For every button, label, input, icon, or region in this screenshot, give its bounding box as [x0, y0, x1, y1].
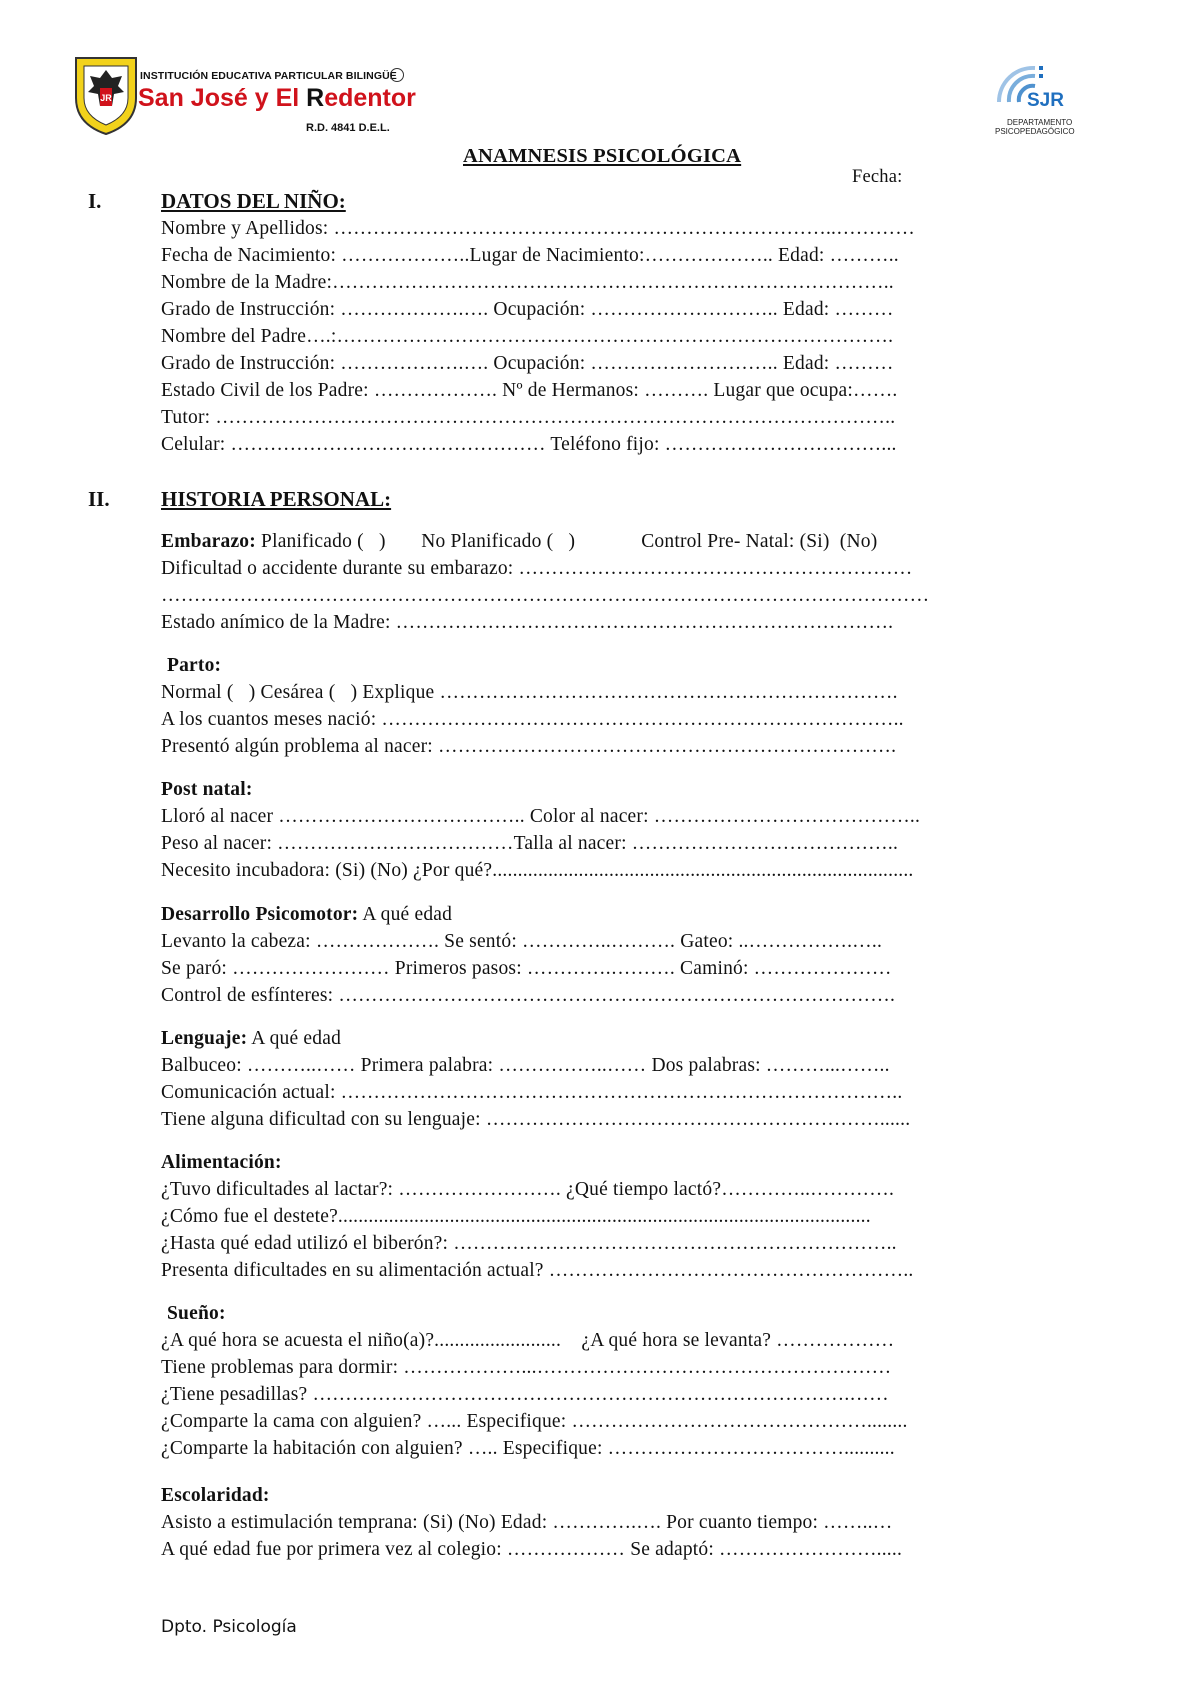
- department-line-1: DEPARTAMENTO: [1007, 118, 1073, 127]
- footer-department: Dpto. Psicología: [161, 1617, 297, 1637]
- escolaridad-label: Escolaridad:: [161, 1485, 270, 1506]
- lenguaje-subtitle: A qué edad: [247, 1028, 342, 1049]
- registered-mark-icon: [390, 68, 404, 82]
- field-dificultad-embarazo-cont: ………………………………………………………………………………………………………: [161, 585, 930, 606]
- resolution-number: R.D. 4841 D.E.L.: [306, 122, 390, 134]
- school-logo: [72, 54, 432, 144]
- field-nombre-padre: Nombre del Padre….:………………………………………………………………………….: [161, 326, 894, 347]
- school-name: [138, 84, 416, 113]
- field-estado-civil: Estado Civil de los Padre: ………………. Nº de Hermanos: ………. Lugar que ocupa:…….: [161, 380, 898, 401]
- school-name-part-a: San José y El: [138, 84, 307, 112]
- field-problemas-dormir: Tiene problemas para dormir: ………………...………………………………………………: [161, 1357, 892, 1378]
- field-incubadora: Necesito incubadora: (Si) (No) ¿Por qué?...................................................................................: [161, 860, 914, 881]
- field-grado-madre: Grado de Instrucción: ……………….…. Ocupación: ……………………….. Edad: ………: [161, 299, 894, 320]
- field-comparte-habitacion: ¿Comparte la habitación con alguien? ….. Especifique: ………………………………..........: [161, 1438, 895, 1459]
- field-alimentacion-actual: Presenta dificultades en su alimentación actual? ………………………………………………..: [161, 1260, 914, 1281]
- section-2-number: II.: [88, 487, 110, 511]
- field-peso-nacer: Peso al nacer: ………………………………Talla al nacer: …………………………………..: [161, 833, 899, 854]
- field-nombre-apellidos: Nombre y Apellidos: …………………………………………………………………..…………: [161, 218, 915, 239]
- field-biberon: ¿Hasta qué edad utilizó el biberón?: …………………………………………………………..: [161, 1233, 897, 1254]
- field-destete: ¿Cómo fue el destete?.........................................................................................................: [161, 1206, 871, 1227]
- svg-text:JR: JR: [100, 93, 112, 103]
- field-estado-animico: Estado anímico de la Madre: ………………………………………………………………….: [161, 612, 894, 633]
- page-title: ANAMNESIS PSICOLÓGICA: [463, 145, 742, 167]
- postnatal-label: Post natal:: [161, 779, 253, 800]
- field-edad-colegio: A qué edad fue por primera vez al colegio: ……………… Se adaptó: …………………….....: [161, 1539, 903, 1560]
- lenguaje-label: Lenguaje:: [161, 1028, 248, 1049]
- alimentacion-label: Alimentación:: [161, 1152, 282, 1173]
- field-problema-nacer: Presentó algún problema al nacer: …………………………………………………………….: [161, 736, 897, 757]
- embarazo-label: Embarazo:: [161, 531, 256, 552]
- field-lloro-nacer: Lloró al nacer ……………………………….. Color al nacer: …………………………………..: [161, 806, 921, 827]
- field-fecha-nacimiento: Fecha de Nacimiento: ………………..Lugar de Nacimiento:……………….. Edad: ………..: [161, 245, 899, 266]
- field-hora-acuesta: ¿A qué hora se acuesta el niño(a)?......................... ¿A qué hora se levanta? ………………: [161, 1330, 895, 1351]
- field-dificultad-lenguaje: Tiene alguna dificultad con su lenguaje: ……………………………………………………......: [161, 1109, 911, 1130]
- fecha-label: Fecha:: [852, 167, 903, 187]
- field-estimulacion-temprana: Asisto a estimulación temprana: (Si) (No) Edad: ………….…. Por cuanto tiempo: ……..…: [161, 1512, 893, 1533]
- field-dificultad-lactar: ¿Tuvo dificultades al lactar?: ……………………. ¿Qué tiempo lactó?…………..………….: [161, 1179, 895, 1200]
- embarazo-options: Planificado ( ) No Planificado ( ) Control Pre- Natal: (Si) (No): [255, 531, 878, 552]
- lenguaje-row: [161, 1028, 341, 1050]
- field-levanto-cabeza: Levanto la cabeza: ………………. Se sentó: …………..………. Gateo: ..…………….…..: [161, 931, 883, 952]
- field-meses-nacio: A los cuantos meses nació: ……………………………………………………………………..: [161, 709, 904, 730]
- field-control-esfinteres: Control de esfínteres: ………………………………………………………………………….: [161, 985, 896, 1006]
- field-celular: Celular: ………………………………………… Teléfono fijo: ……………………………...: [161, 434, 897, 455]
- department-line-2: PSICOPEDAGÓGICO: [995, 127, 1075, 136]
- field-comparte-cama: ¿Comparte la cama con alguien? …... Especifique: ………………………………………........: [161, 1411, 908, 1432]
- field-dificultad-embarazo: Dificultad o accidente durante su embarazo: ……………………………………………………: [161, 558, 913, 579]
- sueno-label: Sueño:: [167, 1303, 226, 1324]
- section-1-number: I.: [88, 189, 102, 213]
- parto-label: Parto:: [167, 655, 222, 676]
- school-name-letter-r: R: [306, 84, 325, 112]
- institution-line: INSTITUCIÓN EDUCATIVA PARTICULAR BILINGÜE: [140, 70, 397, 82]
- department-acronym: SJR: [1027, 90, 1064, 111]
- section-1-title: DATOS DEL NIÑO:: [161, 189, 346, 213]
- department-logo: [985, 62, 1095, 142]
- section-2-title: HISTORIA PERSONAL:: [161, 487, 392, 511]
- field-pesadillas: ¿Tiene pesadillas? ……………………………………………………………………….……: [161, 1384, 889, 1405]
- psicomotor-subtitle: A qué edad: [358, 904, 453, 925]
- psicomotor-row: [161, 904, 452, 926]
- field-tutor: Tutor: …………………………………………………………………………………………..: [161, 407, 896, 428]
- field-balbuceo: Balbuceo: ………..…… Primera palabra: ……………..…… Dos palabras: ………...……..: [161, 1055, 890, 1076]
- field-comunicacion-actual: Comunicación actual: …………………………………………………………………………..: [161, 1082, 903, 1103]
- embarazo-row: [161, 531, 877, 553]
- school-name-part-b: edentor: [324, 84, 416, 112]
- psicomotor-label: Desarrollo Psicomotor:: [161, 904, 359, 925]
- school-crest-icon: [72, 54, 140, 136]
- field-se-paro: Se paró: …………………… Primeros pasos: ………….………. Caminó: …………………: [161, 958, 892, 979]
- field-nombre-madre: Nombre de la Madre:…………………………………………………………………………..: [161, 272, 894, 293]
- field-grado-padre: Grado de Instrucción: ……………….…. Ocupación: ……………………….. Edad: ………: [161, 353, 894, 374]
- field-tipo-parto: Normal ( ) Cesárea ( ) Explique …………………………………………………………….: [161, 682, 898, 703]
